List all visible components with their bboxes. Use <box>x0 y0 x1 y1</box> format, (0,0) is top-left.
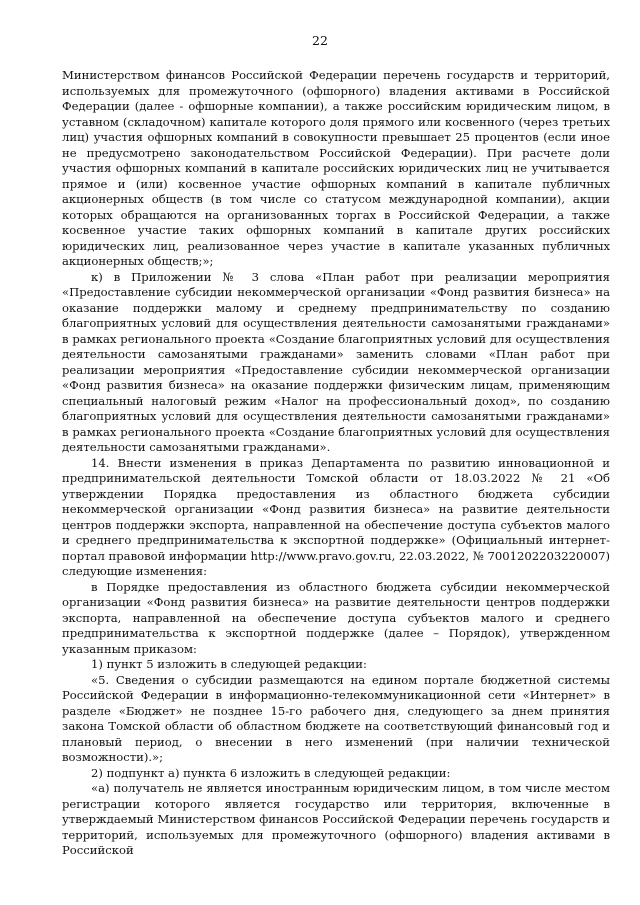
paragraph-subpoint-a-text: «а) получатель не является иностранным юридическим лицом, в том числе местом регистрации которого является государство или территория, включенные в утверждаемый Министерством финансов Российской Федерации перечень государств и территорий, используемых для промежуточного (офшорного) владения активами в Российской <box>62 781 610 857</box>
paragraph-point-1: 1) пункт 5 изложить в следующей редакции: <box>91 657 367 671</box>
paragraph-item-k: к) в Приложении № 3 слова «План работ при реализации мероприятия «Предоставление субсидии некоммерческой организации «Фонд развития бизнеса» на оказание поддержки малому и среднему предпринимательству по созданию благоприятных условий для осуществления деятельности самозанятыми гражданами» в рамках регионального проекта «Создание благоприятных условий для осуществления деятельности самозанятыми гражданами» заменить словами «План работ при реализации мероприятия «Предоставление субсидии некоммерческой организации «Фонд развития бизнеса» на оказание поддержки физическим лицам, применяющим специальный налоговый режим «Налог на профессиональный доход», по созданию благоприятных условий для осуществления деятельности самозанятыми гражданами» в рамках регионального проекта «Создание благоприятных условий для осуществления деятельности самозанятыми гражданами». <box>62 269 610 454</box>
page-number: 22 <box>312 33 328 48</box>
paragraph-continuation: Министерством финансов Российской Федерации перечень государств и территорий, используемых для промежуточного (офшорного) владения активами в Российской Федерации (далее - офшорные компании), а также российским юридическим лицом, в уставном (складочном) капитале которого доля прямого или косвенного (через третьих лиц) участия офшорных компаний в совокупности превышает 25 процентов (если иное не предусмотрено законодательством Российской Федерации). При расчете доли участия офшорных компаний в капитале российских юридических лиц не учитывается прямое и (или) косвенное участие офшорных компаний в капитале публичных акционерных обществ (в том числе со статусом международной компании), акции которых обращаются на организованных торгах в Российской Федерации, а также косвенное участие таких офшорных компаний в капитале других российских юридических лиц, реализованное через участие в капитале указанных публичных акционерных обществ;»; <box>62 68 610 268</box>
paragraph-item-14: 14. Внести изменения в приказ Департамента по развитию инновационной и предпринимательской деятельности Томской области от 18.03.2022 № 21 «Об утверждении Порядка предоставления из областного бюджета субсидии некоммерческой организации «Фонд развития бизнеса» на развитие деятельности центров поддержки экспорта, направленной на обеспечение доступа субъектов малого и среднего предпринимательства к экспортной поддержке» (Официальный интернет-портал правовой информации http://www.pravo.gov.ru, 22.03.2022, № 7001202203220007) следующие изменения: <box>62 455 610 578</box>
document-body <box>62 68 610 859</box>
paragraph-procedure-intro: в Порядке предоставления из областного бюджета субсидии некоммерческой организации «Фонд развития бизнеса» на развитие деятельности центров поддержки экспорта, направленной на обеспечение доступа субъектов малого и среднего предпринимательства к экспортной поддержке (далее – Порядок), утвержденном указанным приказом: <box>62 579 610 656</box>
paragraph-point-5-text: «5. Сведения о субсидии размещаются на едином портале бюджетной системы Российской Федерации в информационно-телекоммуникационной сети «Интернет» в разделе «Бюджет» не позднее 15-го рабочего дня, следующего за днем принятия закона Томской области об областном бюджете на соответствующий финансовый год и плановый период, о внесении в него изменений (при наличии технической возможности).»; <box>62 672 610 764</box>
paragraph-point-2: 2) подпункт а) пункта 6 изложить в следующей редакции: <box>91 765 451 780</box>
